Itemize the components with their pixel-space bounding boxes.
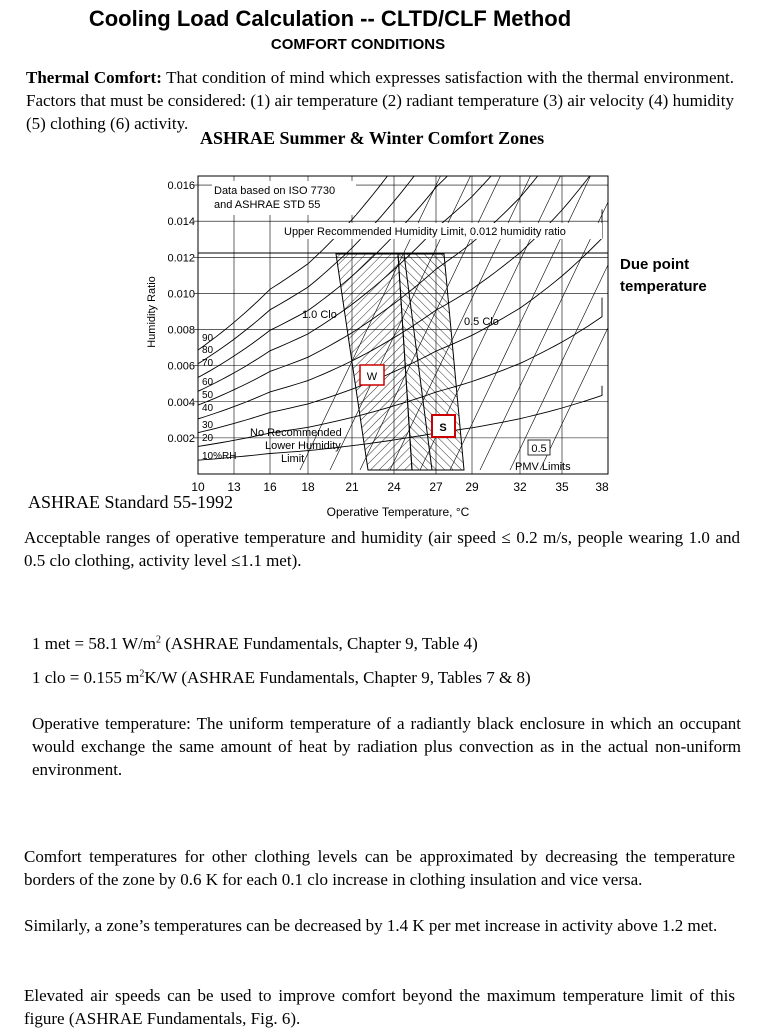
- figure-caption: ASHRAE Standard 55-1992: [28, 492, 233, 512]
- rh-label: 30: [202, 420, 214, 431]
- met-definition: [32, 632, 740, 655]
- y-tick-label: 0.002: [167, 432, 195, 445]
- dew-line: [510, 156, 660, 470]
- x-tick-label: 38: [595, 480, 609, 494]
- x-axis-label: Operative Temperature, °C: [326, 505, 470, 519]
- rh-label: 70: [202, 358, 214, 369]
- rh-label: 90: [202, 333, 214, 344]
- rh-label: 50: [202, 390, 214, 401]
- rh-label: 20: [202, 433, 214, 444]
- met-text-a: 1 met = 58.1 W/m: [32, 634, 157, 653]
- rh-label: 10%RH: [202, 451, 237, 462]
- x-tick-label: 13: [227, 480, 241, 494]
- data-source-line1: Data based on ISO 7730: [214, 185, 336, 197]
- y-tick-labels: [167, 180, 195, 445]
- clo-text-b: K/W (ASHRAE Fundamentals, Chapter 9, Tables 7 & 8): [144, 668, 531, 687]
- dew-line: [450, 156, 600, 470]
- summer-marker: S: [439, 422, 447, 434]
- rh-label: 60: [202, 377, 214, 388]
- x-tick-label: 18: [301, 480, 315, 494]
- upper-limit-label: Upper Recommended Humidity Limit, 0.012 humidity ratio: [284, 226, 566, 238]
- activity-adjust-paragraph: Similarly, a zone’s temperatures can be decreased by 1.4 K per met increase in activity above 1.2 met.: [24, 916, 718, 935]
- x-tick-label: 21: [345, 480, 359, 494]
- thermal-comfort-text: That condition of mind which expresses satisfaction with the thermal environment. Factors that must be considered: (1) air temperature (2) radiant temperature (3) air velocity (4) humidity (5) clothing (6) activity.: [26, 68, 734, 133]
- clo-definition: [32, 666, 740, 689]
- x-tick-labels: [191, 480, 609, 494]
- lower-limit-line3: Limit: [281, 453, 305, 465]
- pmv-label: PMV Limits: [515, 461, 571, 473]
- elevated-air-paragraph: Elevated air speeds can be used to improve comfort beyond the maximum temperature limit of this figure (ASHRAE Fundamentals, Fig. 6).: [24, 986, 735, 1028]
- clo-05-label: 0.5 Clo: [464, 316, 499, 328]
- x-tick-label: 29: [465, 480, 479, 494]
- chart-title: ASHRAE Summer & Winter Comfort Zones: [200, 128, 545, 148]
- x-tick-label: 16: [263, 480, 277, 494]
- comfort-adjust-paragraph: Comfort temperatures for other clothing levels can be approximated by decreasing the temperature borders of the zone by 0.6 K for each 0.1 clo increase in clothing insulation and vice versa.: [24, 847, 735, 889]
- acceptable-ranges-paragraph: Acceptable ranges of operative temperature and humidity (air speed ≤ 0.2 m/s, people wearing 1.0 and 0.5 clo clothing, activity level ≤1.1 met).: [24, 528, 740, 570]
- y-tick-label: 0.004: [167, 396, 195, 409]
- y-tick-label: 0.016: [167, 180, 195, 193]
- dew-line: [540, 156, 690, 470]
- clo-text-a: 1 clo = 0.155 m: [32, 668, 140, 687]
- y-axis-label: Humidity Ratio: [146, 276, 158, 348]
- clo-superscript: 2: [139, 668, 145, 680]
- page-title: Cooling Load Calculation -- CLTD/CLF Method: [88, 6, 572, 31]
- y-tick-label: 0.014: [167, 216, 195, 229]
- winter-marker: W: [366, 371, 378, 383]
- met-text-b: (ASHRAE Fundamentals, Chapter 9, Table 4): [161, 634, 478, 653]
- y-tick-label: 0.006: [167, 360, 195, 373]
- data-source-line2: and ASHRAE STD 55: [214, 199, 321, 211]
- x-tick-label: 24: [387, 480, 401, 494]
- y-tick-label: 0.010: [167, 288, 195, 301]
- lower-limit-line1: No Recommended: [250, 427, 342, 439]
- rh-label: 80: [202, 345, 214, 356]
- page-subtitle: COMFORT CONDITIONS: [270, 36, 446, 53]
- operative-temperature-paragraph: Operative temperature: The uniform temperature of a radiantly black enclosure in which an occupant would exchange the same amount of heat by radiation plus convection as in the actual non-uniform environment.: [32, 714, 741, 779]
- x-tick-label: 32: [513, 480, 527, 494]
- x-tick-label: 10: [191, 480, 205, 494]
- pmv-value: 0.5: [531, 443, 547, 455]
- met-superscript: 2: [156, 634, 162, 646]
- y-tick-label: 0.012: [167, 252, 195, 265]
- x-tick-label: 27: [429, 480, 443, 494]
- clo-10-label: 1.0 Clo: [302, 309, 337, 321]
- thermal-comfort-label: Thermal Comfort:: [26, 68, 162, 87]
- x-tick-label: 35: [555, 480, 569, 494]
- rh-label: 40: [202, 403, 214, 414]
- lower-limit-line2: Lower Humidity: [265, 440, 341, 452]
- dew-point-label: Due point temperature: [620, 256, 707, 295]
- y-tick-label: 0.008: [167, 324, 195, 337]
